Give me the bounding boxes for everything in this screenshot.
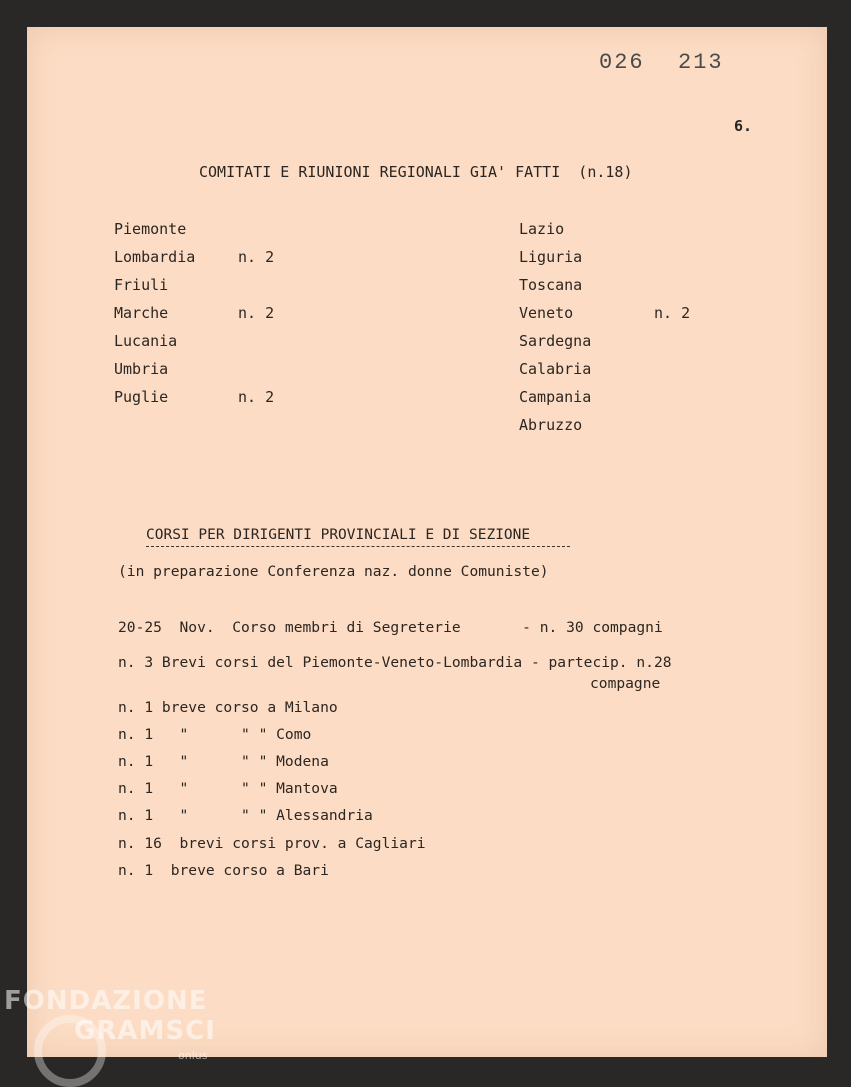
region-left-6: Umbria [114, 360, 169, 378]
region-right-2: Liguria [519, 248, 583, 266]
region-left-2: Lombardia [114, 248, 196, 266]
watermark-line2: GRAMSCI [74, 1016, 216, 1046]
course-item-3: n. 1 " " " Modena [118, 753, 329, 770]
course-line-2: n. 3 Brevi corsi del Piemonte-Veneto-Lombardia - partecip. n.28 [118, 654, 672, 671]
section2-title: CORSI PER DIRIGENTI PROVINCIALI E DI SEZIONE [146, 527, 531, 543]
region-left-7-count: n. 2 [238, 388, 275, 406]
region-left-4-count: n. 2 [238, 304, 275, 322]
course-item-7: n. 1 breve corso a Bari [118, 862, 329, 879]
region-right-8: Abruzzo [519, 416, 583, 434]
watermark-line1: FONDAZIONE [4, 986, 208, 1016]
section1-title: COMITATI E RIUNIONI REGIONALI GIA' FATTI (n.18) [199, 163, 633, 181]
course-item-6: n. 16 brevi corsi prov. a Cagliari [118, 835, 426, 852]
region-right-6: Calabria [519, 360, 592, 378]
region-left-7: Puglie [114, 388, 169, 406]
archive-number-part1: 026 [599, 50, 645, 75]
region-right-4: Veneto [519, 304, 574, 322]
course-item-2: n. 1 " " " Como [118, 726, 312, 743]
course-item-5: n. 1 " " " Alessandria [118, 807, 373, 824]
course-line-2-cont: compagne [590, 675, 661, 692]
watermark-line3: onlus [178, 1049, 208, 1062]
region-left-3: Friuli [114, 276, 169, 294]
region-right-7: Campania [519, 388, 592, 406]
section2-subtitle: (in preparazione Conferenza naz. donne Comuniste) [118, 563, 549, 580]
region-right-5: Sardegna [519, 332, 592, 350]
course-item-1: n. 1 breve corso a Milano [118, 699, 338, 716]
region-left-4: Marche [114, 304, 169, 322]
region-left-2-count: n. 2 [238, 248, 275, 266]
region-right-1: Lazio [519, 220, 565, 238]
title-underline [146, 546, 570, 547]
region-left-5: Lucania [114, 332, 178, 350]
course-line-1: 20-25 Nov. Corso membri di Segreterie - n. 30 compagni [118, 619, 663, 636]
region-left-1: Piemonte [114, 220, 187, 238]
region-right-3: Toscana [519, 276, 583, 294]
archive-number-part2: 213 [678, 50, 724, 75]
page-number: 6. [734, 117, 753, 135]
region-right-4-count: n. 2 [654, 304, 691, 322]
course-item-4: n. 1 " " " Mantova [118, 780, 338, 797]
